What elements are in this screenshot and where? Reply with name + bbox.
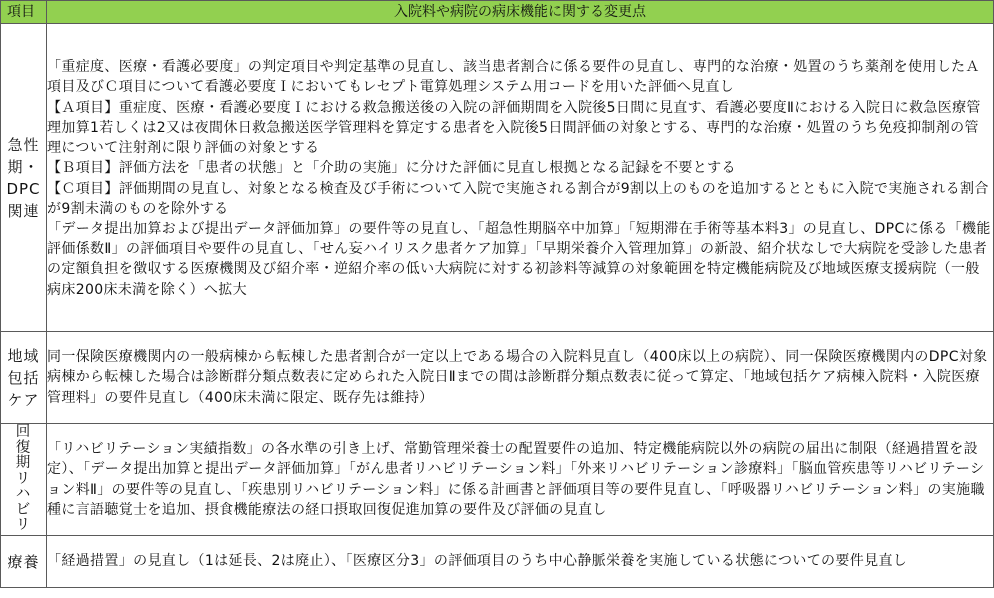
category-label-line: 包括 bbox=[7, 368, 40, 387]
category-label-line: 療養 bbox=[7, 552, 40, 571]
category-label-line: リ bbox=[15, 517, 32, 534]
category-label-line: 期・ bbox=[7, 157, 40, 176]
category-label-line: リ bbox=[15, 470, 32, 487]
category-label-line: 関連 bbox=[7, 201, 40, 220]
description-cell-long-term-care: 「経過措置」の見直し（1は延長、2は廃止）、「医療区分3」の評価項目のうち中心静脈栄養を実施している状態についての要件見直し bbox=[47, 536, 994, 588]
category-label-line: 復 bbox=[15, 439, 32, 456]
category-label-line: 急性 bbox=[7, 135, 40, 154]
category-label-line: 回 bbox=[15, 424, 32, 441]
table-title: 入院料や病院の病床機能に関する変更点 bbox=[47, 1, 994, 24]
category-cell-rehabilitation bbox=[1, 424, 47, 536]
category-cell-community-care bbox=[1, 332, 47, 424]
table-row-acute-dpc bbox=[1, 24, 994, 332]
category-label-line: ケア bbox=[7, 390, 40, 409]
category-label-line: ハ bbox=[15, 486, 32, 503]
category-label-line: 地域 bbox=[7, 346, 40, 365]
category-cell-acute-dpc bbox=[1, 24, 47, 332]
table-row-community-care bbox=[1, 332, 994, 424]
description-cell-community-care: 同一保険医療機関内の一般病棟から転棟した患者割合が一定以上である場合の入院料見直し（400床以上の病院）、同一保険医療機関内のDPC対象病棟から転棟した場合は診断群分類点数表に定められた入院日Ⅱまでの間は診断群分類点数表に従って算定、「地域包括ケア病棟入院料・入院医療管理料」の要件見直し（400床未満に限定、既存先は維持） bbox=[47, 332, 994, 424]
table-header-row bbox=[1, 1, 994, 24]
table-row-long-term-care bbox=[1, 536, 994, 588]
category-label-line: 期 bbox=[15, 455, 32, 472]
category-column-header: 項目 bbox=[1, 1, 47, 24]
category-label-line: ビ bbox=[15, 501, 32, 518]
category-cell-long-term-care bbox=[1, 536, 47, 588]
category-label-line: DPC bbox=[6, 179, 41, 198]
description-cell-acute-dpc: 「重症度、医療・看護必要度」の判定項目や判定基準の見直し、該当患者割合に係る要件の見直し、専門的な治療・処置のうち薬剤を使用したＡ項目及びＣ項目について看護必要度Ｉにおいてもレセプト電算処理システム用コードを用いた評価へ見直し 【Ａ項目】重症度、医療・看護必要度Ｉにおける救急搬送後の入院の評価期間を入院後5日間に見直す、看護必要度Ⅱにおける入院日に救急医療管理加算1若しくは2又は夜間休日救急搬送医学管理料を算定する患者を入院後5日間評価の対象とする、専門的な治療・処置のうち免疫抑制剤の管理について注射剤に限り評価の対象とする 【Ｂ項目】評価方法を「患者の状態」と「介助の実施」に分けた評価に見直し根拠となる記録を不要とする 【Ｃ項目】評価期間の見直し、対象となる検査及び手術について入院で実施される割合が9割以上のものを追加するとともに入院で実施される割合が9割未満のものを除外する 「データ提出加算および提出データ評価加算」の要件等の見直し、「超急性期脳卒中加算」「短期滞在手術等基本料3」の見直し、DPCに係る「機能評価係数Ⅱ」の評価項目や要件の見直し、「せん妄ハイリスク患者ケア加算」「早期栄養介入管理加算」の新設、紹介状なしで大病院を受診した患者の定額負担を徴収する医療機関及び紹介率・逆紹介率の低い大病院に対する初診料等減算の対象範囲を特定機能病院及び地域医療支援病院（一般病床200床未満を除く）へ拡大 bbox=[47, 24, 994, 332]
table-row-rehabilitation bbox=[1, 424, 994, 536]
description-cell-rehabilitation: 「リハビリテーション実績指数」の各水準の引き上げ、常勤管理栄養士の配置要件の追加、特定機能病院以外の病院の届出に制限（経過措置を設定）、「データ提出加算と提出データ評価加算」「がん患者リハビリテーション料」「外来リハビリテーション診療料」「脳血管疾患等リハビリテーション料Ⅱ」の要件等の見直し、「疾患別リハビリテーション料」に係る計画書と評価項目等の要件見直し、「呼吸器リハビリテーション料」の実施職種に言語聴覚士を追加、摂食機能療法の経口摂取回復促進加算の要件及び評価の見直し bbox=[47, 424, 994, 536]
